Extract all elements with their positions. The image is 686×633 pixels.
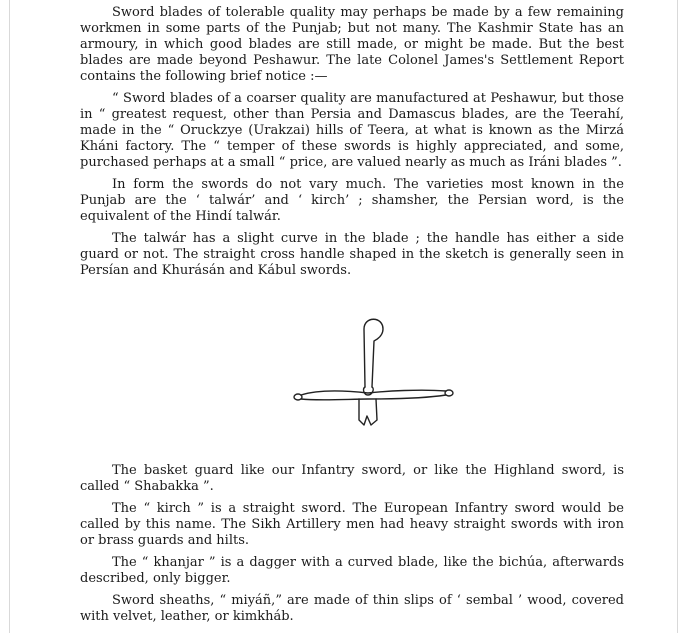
document-page [80, 5, 624, 631]
paragraph-khanjar: The “ khanjar ” is a dagger with a curved blade, like the bichúa, afterwards described, only bigger. [80, 555, 624, 586]
page-left-border [9, 0, 10, 633]
paragraph-sheaths: Sword sheaths, “ miyáñ,” are made of thin slips of ‘ sembal ’ wood, covered with velvet, leather, or kimkháb. [80, 593, 624, 624]
paragraph-quotation: “ Sword blades of a coarser quality are manufactured at Peshawur, but those in “ greatest request, other than Persia and Damascus blades, are the Teerahí, made in the “ Oruckzye (Urakzai) hills of Teera, at what is known as the Mirzá Kháni factory. The “ temper of these swords is highly appreciated, and some, purchased perhaps at a small “ price, are valued nearly as much as Iráni blades ”. [80, 91, 624, 170]
paragraph-shabakka: The basket guard like our Infantry sword, or like the Highland sword, is called “ Shabakka ”. [80, 463, 624, 494]
sword-hilt-illustration [80, 285, 624, 463]
sword-hilt-sketch [80, 285, 624, 463]
paragraph-blades-quality: Sword blades of tolerable quality may perhaps be made by a few remaining workmen in some parts of the Punjab; but not many. The Kashmir State has an armoury, in which good blades are still made, or might be made. But the best blades are made beyond Peshawur. The late Colonel James's Settlement Report contains the following brief notice :— [80, 5, 624, 84]
paragraph-talwar: The talwár has a slight curve in the blade ; the handle has either a side guard or not. The straight cross handle shaped in the sketch is generally seen in Persían and Khurásán and Kábul swords. [80, 231, 624, 278]
paragraph-kirch: The “ kirch ” is a straight sword. The European Infantry sword would be called by this name. The Sikh Artillery men had heavy straight swords with iron or brass guards and hilts. [80, 501, 624, 548]
paragraph-sword-forms: In form the swords do not vary much. The varieties most known in the Punjab are the ‘ talwár’ and ‘ kirch’ ; shamsher, the Persian word, is the equivalent of the Hindí talwár. [80, 177, 624, 224]
page-right-border [677, 0, 678, 633]
